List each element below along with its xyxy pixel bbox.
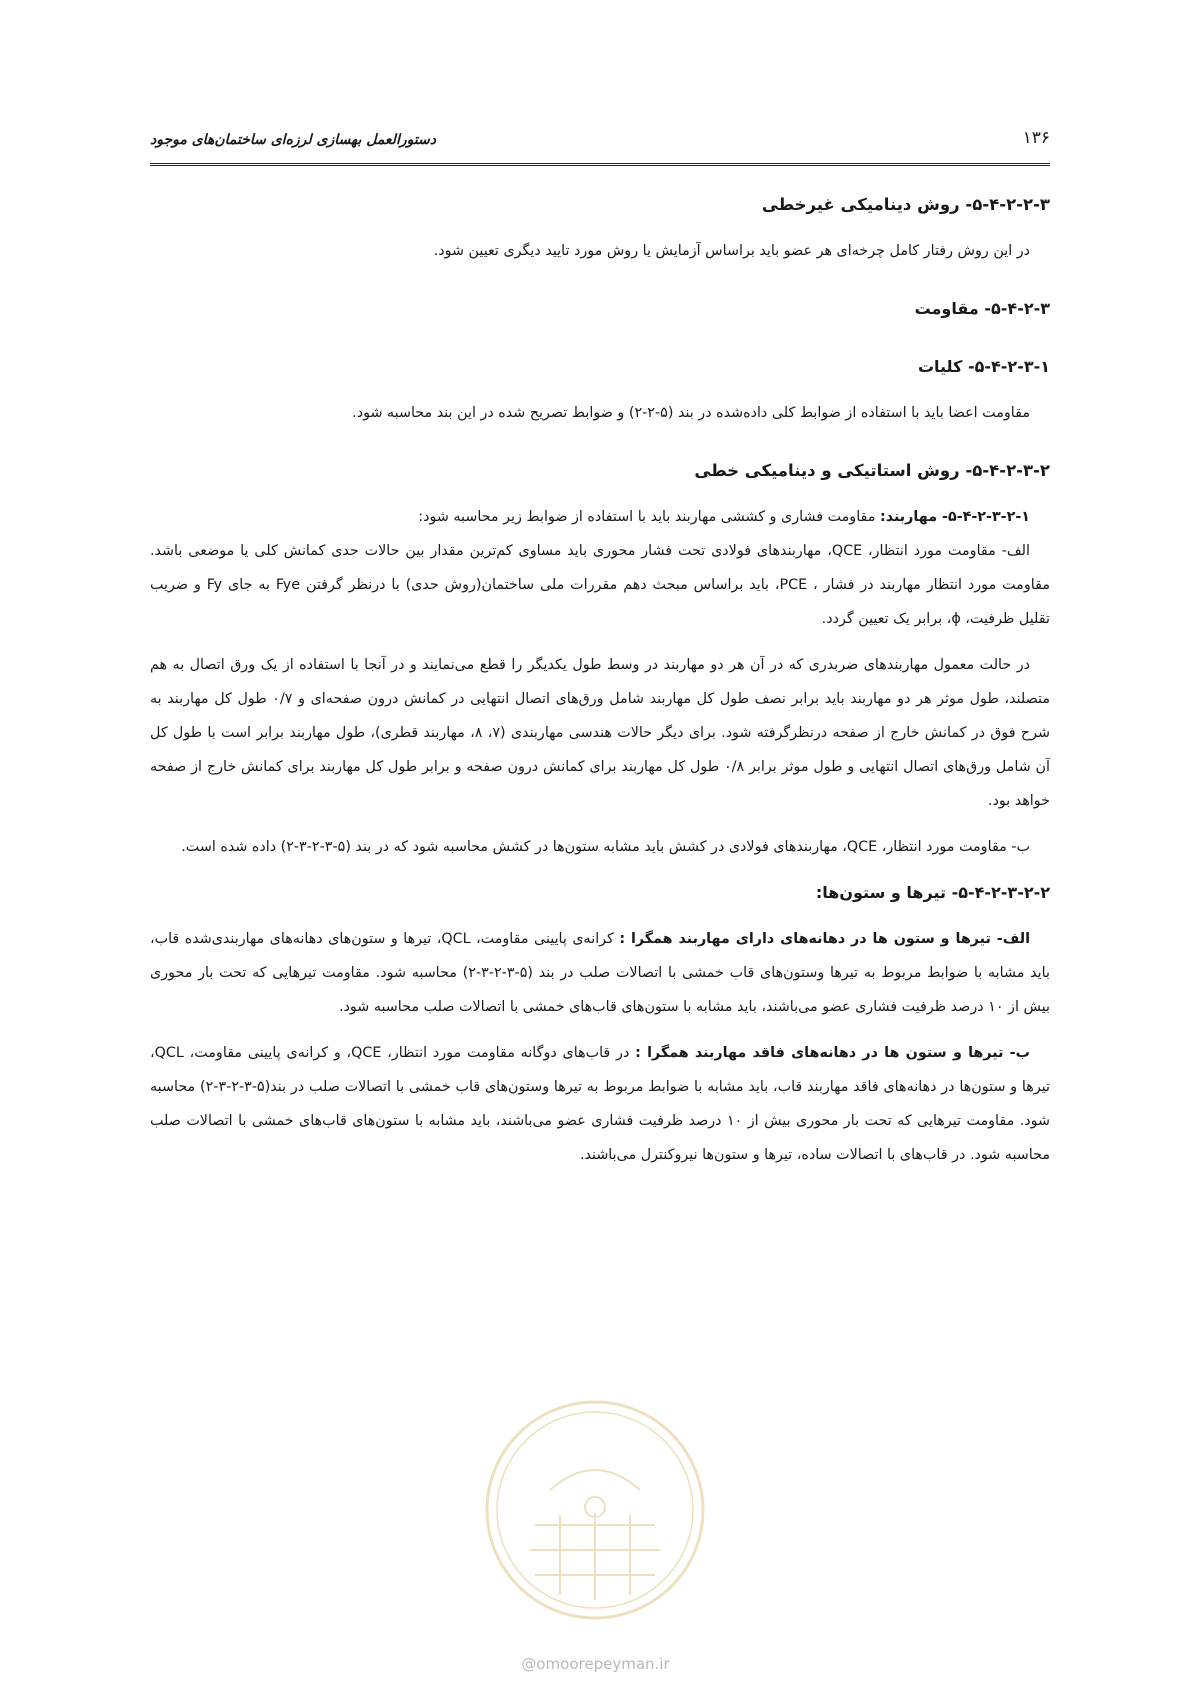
- paragraph-brace: [150, 500, 1050, 534]
- header-rule: [150, 163, 1050, 166]
- heading-general: ۵-۴-۲-۳-۱- کلیات: [917, 357, 1050, 376]
- brace-text: مقاومت فشاری و کششی مهاربند باید با استفاده از ضوابط زیر محاسبه شود:: [418, 509, 880, 525]
- heading-beams-columns: ۵-۴-۲-۳-۲-۲- تیرها و ستون‌ها:: [815, 883, 1050, 902]
- document-body: [150, 188, 1050, 1172]
- paragraph-x-bracing: در حالت معمول مهاربندهای ضربدری که در آن هر دو مهاربند در وسط طول یکدیگر را قطع می‌نمایند و در آنجا با استفاده از یک ورق اتصال به هم متصلند، طول موثر هر دو مهاربند باید برابر نصف طول کل مهاربند شامل ورق‌های اتصال انتهایی در کمانش درون صفحه‌ای و ۰/۷ طول کل مهاربند به شرح فوق در کمانش خارج از صفحه درنظرگرفته شود. برای دیگر حالات هندسی مهاربندی (۷، ۸، مهاربند قطری)، طول مهاربند برابر است با طول کل آن شامل ورق‌های اتصال انتهایی و طول موثر برابر ۰/۸ طول کل مهاربند برای کمانش درون صفحه و برابر طول کل مهاربند برای کمانش خارج از صفحه خواهد بود.: [150, 657, 1050, 809]
- paragraph-be-tension: ب- مقاومت مورد انتظار، QCE، مهاربندهای فولادی در کشش باید مشابه ستون‌ها در کشش محاسبه شود که در بند (۵-۳-۲-۳-۲) داده شده است.: [181, 839, 1030, 855]
- page-number: ۱۳۶: [1022, 128, 1050, 148]
- watermark-site: @omoorepeyman.ir: [521, 1655, 670, 1673]
- heading-nonlinear-dynamic: ۵-۴-۲-۲-۳- روش دینامیکی غیرخطی: [761, 195, 1050, 214]
- paragraph-unbraced-bays: [150, 1036, 1050, 1172]
- unbraced-bays-label: ب- تیرها و ستون ها در دهانه‌های فاقد مهاربند همگرا :: [635, 1045, 1030, 1061]
- paragraph-braced-bays: [150, 922, 1050, 1024]
- page-header: [150, 120, 1050, 160]
- running-title: دستورالعمل بهسازی لرزه‌ای ساختمان‌های موجود: [150, 132, 437, 148]
- watermark-logo: [480, 1395, 710, 1625]
- unbraced-bays-text: در قاب‌های دوگانه مقاومت مورد انتظار، QCE، و کرانه‌ی پایینی مقاومت، QCL، تیرها و ستون‌ها در دهانه‌های فاقد مهاربند قاب، باید مشابه با ضوابط مربوط به تیرها وستون‌های قاب خمشی با اتصالات صلب در بند(۵-۳-۲-۳-۲) محاسبه شود. مقاومت تیرهایی که تحت بار محوری بیش از ۱۰ درصد ظرفیت فشاری عضو می‌باشند، باید مشابه با ستون‌های قاب‌های خمشی با اتصالات صلب محاسبه شود. در قاب‌های با اتصالات ساده، تیرها و ستون‌ها نیروکنترل می‌باشند.: [150, 1045, 1051, 1163]
- paragraph-general: مقاومت اعضا باید با استفاده از ضوابط کلی داده‌شده در بند (۵-۲-۲) و ضوابط تصریح شده در این بند محاسبه شود.: [352, 405, 1030, 421]
- heading-linear-methods: ۵-۴-۲-۳-۲- روش استاتیکی و دینامیکی خطی: [694, 461, 1050, 480]
- paragraph-alef-compression: الف- مقاومت مورد انتظار، QCE، مهاربندهای فولادی تحت فشار محوری باید مساوی کم‌ترین مقدار بین حالات حدی کمانش کلی یا موضعی باشد. مقاومت مورد انتظار مهاربند در فشار ، PCE، باید براساس مبحث دهم مقررات ملی ساختمان(روش حدی) با درنظر گرفتن Fye به جای Fy و ضریب تقلیل ظرفیت، ϕ، برابر یک تعیین گردد.: [150, 543, 1050, 627]
- brace-label: ۵-۴-۲-۳-۲-۱- مهاربند:: [879, 509, 1030, 525]
- paragraph-nonlinear-dynamic: در این روش رفتار کامل چرخه‌ای هر عضو باید براساس آزمایش یا روش مورد تایید دیگری تعیین شود.: [433, 243, 1030, 259]
- braced-bays-label: الف- تیرها و ستون ها در دهانه‌های دارای مهاربند همگرا :: [619, 931, 1030, 947]
- braced-bays-text: کرانه‌ی پایینی مقاومت، QCL، تیرها و ستون‌های دهانه‌های مهاربندی‌شده قاب، باید مشابه با ضوابط مربوط به تیرها وستون‌های قاب خمشی با اتصالات صلب در بند (۵-۳-۲-۳-۲) محاسبه شود. مقاومت تیرهایی که تحت بار محوری بیش از ۱۰ درصد ظرفیت فشاری عضو می‌باشند، باید مشابه با ستون‌های قاب‌های خمشی با اتصالات صلب محاسبه شود.: [150, 931, 1050, 1015]
- heading-strength: ۵-۴-۲-۳- مقاومت: [914, 299, 1050, 318]
